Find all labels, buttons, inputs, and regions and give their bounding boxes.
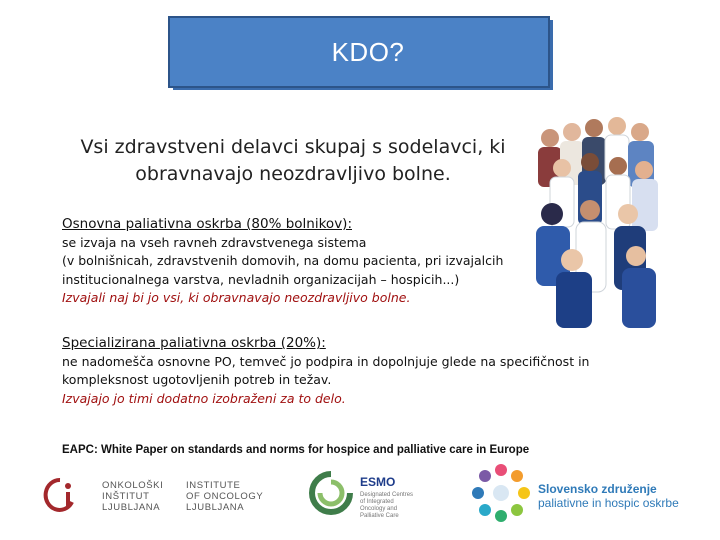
oncology-institute-logo-icon bbox=[42, 476, 78, 514]
basic-care-heading: Osnovna paliativna oskrba (80% bolnikov): bbox=[62, 216, 352, 232]
intro-text: Vsi zdravstveni delavci skupaj s sodelavci, ki obravnavajo neozdravljivo bolne. bbox=[80, 136, 506, 185]
logo-text-line: OF ONCOLOGY bbox=[186, 491, 264, 502]
oncology-institute-slo-text bbox=[102, 480, 163, 513]
slide-title: KDO? bbox=[331, 36, 405, 67]
logo-text-line: Palliative Care bbox=[360, 513, 399, 519]
slovenian-palliative-association-logo-icon bbox=[470, 462, 532, 524]
specialized-care-section bbox=[62, 334, 622, 408]
reference-text: EAPC: White Paper on standards and norms for hospice and palliative care in Europe bbox=[62, 444, 530, 456]
health-workers-photo bbox=[532, 110, 662, 328]
basic-care-line-1: se izvaja na vseh ravneh zdravstvenega sistema bbox=[62, 234, 367, 250]
esmo-logo-icon bbox=[308, 470, 354, 516]
logo-text-line: INSTITUTE bbox=[186, 480, 241, 491]
basic-care-line-2: (v bolnišnicah, zdravstvenih domovih, na domu pacienta, pri izvajalcih bbox=[62, 253, 504, 268]
basic-care-section bbox=[62, 215, 532, 308]
logo-text-line: paliativne in hospic oskrbe bbox=[538, 496, 679, 510]
specialized-care-heading: Specializirana paliativna oskrba (20%): bbox=[62, 335, 326, 351]
esmo-name: ESMO bbox=[360, 475, 396, 489]
specialized-care-line-2: kompleksnost ugotovljenih potreb in težav. bbox=[62, 372, 332, 387]
logo-text-line: LJUBLJANA bbox=[186, 502, 245, 513]
logo-text-line: Designated Centres bbox=[360, 492, 414, 498]
slovenian-association-text bbox=[538, 482, 679, 510]
logo-text-line: Slovensko združenje bbox=[538, 482, 657, 496]
oncology-institute-en-text bbox=[186, 480, 263, 513]
specialized-care-note: Izvajajo jo timi dodatno izobraženi za to delo. bbox=[62, 390, 346, 406]
logo-text-line: of Integrated bbox=[360, 499, 394, 505]
basic-care-note: Izvajali naj bi jo vsi, ki obravnavajo neozdravljivo bolne. bbox=[62, 290, 411, 305]
logo-text-line: ONKOLOŠKI bbox=[102, 480, 164, 491]
basic-care-line-3: institucionalnega varstva, nevladnih organizacijah – hospicih...) bbox=[62, 271, 460, 287]
title-box bbox=[168, 16, 550, 88]
logo-text-line: INŠTITUT bbox=[102, 491, 150, 502]
logo-text-line: LJUBLJANA bbox=[102, 502, 161, 513]
logo-text-line: Oncology and bbox=[360, 506, 398, 512]
esmo-subtitle bbox=[360, 492, 413, 520]
specialized-care-line-1: ne nadomešča osnovne PO, temveč jo podpira in dopolnjuje glede na specifičnost in bbox=[62, 353, 590, 369]
